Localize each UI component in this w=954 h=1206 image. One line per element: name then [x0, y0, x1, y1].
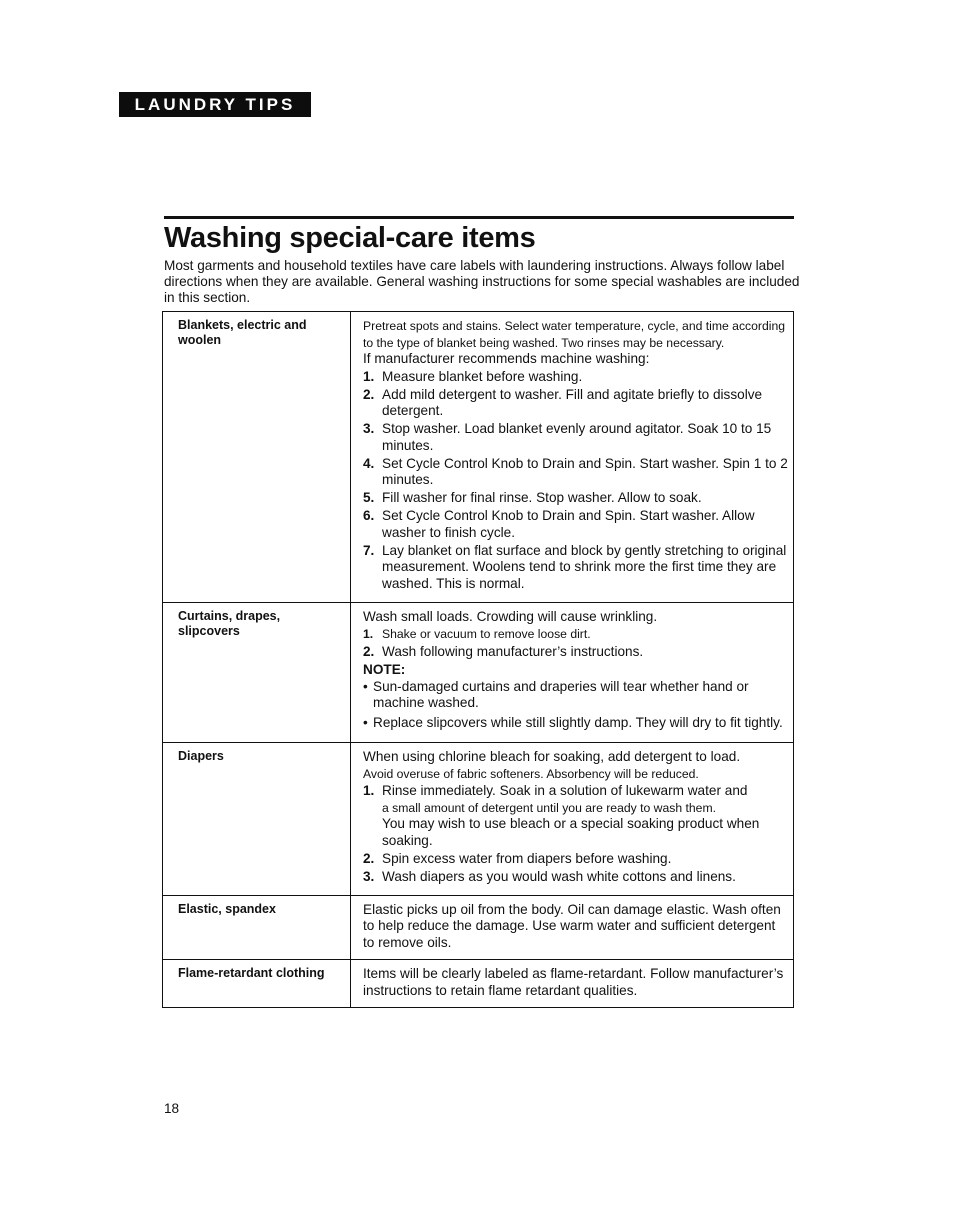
step-item	[363, 508, 789, 541]
section-tag: LAUNDRY TIPS	[119, 92, 311, 117]
instructions-cell	[351, 895, 794, 960]
step-number: 1.	[363, 783, 375, 798]
step-item	[363, 644, 789, 661]
step-text: Measure blanket before washing.	[382, 368, 583, 384]
step-number: 1.	[363, 368, 375, 384]
instructions-cell	[351, 743, 794, 896]
table-row-flame-retardant	[163, 960, 794, 1008]
step-item	[363, 421, 789, 454]
instruction-lead: Wash small loads. Crowding will cause wrinkling.	[363, 608, 658, 624]
table-row-blankets	[163, 312, 794, 603]
instruction-lead: Elastic picks up oil from the body. Oil can damage elastic. Wash often to help reduce the damage. Use warm water and sufficient detergent to remove oils.	[363, 901, 781, 950]
instruction-lead-2: Avoid overuse of fabric softeners. Absorbency will be reduced.	[363, 766, 699, 781]
step-list	[363, 369, 789, 593]
step-item	[363, 490, 789, 507]
item-label: Blankets, electric and woolen	[163, 312, 351, 603]
instruction-lead: Items will be clearly labeled as flame-retardant. Follow manufacturer’s instructions to retain flame retardant qualities.	[363, 966, 784, 998]
step-number: 7.	[363, 542, 375, 558]
table-row-curtains	[163, 602, 794, 743]
step-number: 6.	[363, 508, 375, 523]
step-text: Set Cycle Control Knob to Drain and Spin. Start washer. Allow washer to finish cycle.	[382, 508, 755, 540]
step-text: Wash diapers as you would wash white cottons and linens.	[382, 868, 736, 884]
step-text: Set Cycle Control Knob to Drain and Spin. Start washer. Spin 1 to 2 minutes.	[382, 455, 788, 487]
step-text: Add mild detergent to washer. Fill and agitate briefly to dissolve detergent.	[382, 386, 763, 418]
step-item	[363, 387, 789, 420]
step-item	[363, 626, 789, 643]
note-item: • Replace slipcovers while still slightly damp. They will dry to fit tightly.	[363, 715, 789, 732]
item-label: Elastic, spandex	[163, 895, 351, 960]
step-text: a small amount of detergent until you are ready to wash them.	[382, 800, 716, 815]
step-text: You may wish to use bleach or a special soaking product when soaking.	[382, 816, 760, 848]
step-number: 2.	[363, 386, 375, 402]
step-text: Lay blanket on flat surface and block by gently stretching to original measurement. Woolens tend to shrink more the first time they are washed. This is normal.	[382, 542, 787, 591]
step-text: Fill washer for final rinse. Stop washer. Allow to soak.	[382, 490, 702, 505]
step-item	[363, 783, 789, 849]
step-text: Rinse immediately. Soak in a solution of lukewarm water and	[382, 783, 748, 798]
note-label: NOTE:	[363, 662, 406, 677]
instruction-lead: Pretreat spots and stains. Select water temperature, cycle, and time according to the type of blanket being washed. Two rinses may be necessary.	[363, 319, 786, 350]
item-label: Flame-retardant clothing	[163, 960, 351, 1008]
note-list	[363, 679, 789, 732]
step-list	[363, 626, 789, 661]
step-item	[363, 369, 789, 386]
step-number: 3.	[363, 421, 375, 436]
instruction-lead: When using chlorine bleach for soaking, add detergent to load.	[363, 749, 741, 764]
title-rule	[164, 216, 794, 219]
step-item	[363, 543, 789, 593]
step-item	[363, 869, 789, 886]
page-title: Washing special-care items	[164, 222, 536, 254]
step-text: Wash following manufacturer’s instructions.	[382, 644, 644, 659]
step-number: 3.	[363, 868, 375, 884]
table-row-elastic	[163, 895, 794, 960]
table-row-diapers	[163, 743, 794, 896]
step-item	[363, 456, 789, 489]
step-text: Shake or vacuum to remove loose dirt.	[382, 627, 591, 641]
note-item: • Sun-damaged curtains and draperies will tear whether hand or machine washed.	[363, 679, 789, 712]
instructions-cell	[351, 960, 794, 1008]
step-number: 2.	[363, 850, 375, 866]
step-list	[363, 783, 789, 885]
step-item	[363, 851, 789, 868]
step-text: Spin excess water from diapers before washing.	[382, 850, 672, 866]
instruction-lead-2: If manufacturer recommends machine washing:	[363, 351, 650, 366]
instructions-cell	[351, 312, 794, 603]
step-number: 4.	[363, 455, 375, 471]
item-label: Diapers	[163, 743, 351, 896]
step-text: Stop washer. Load blanket evenly around agitator. Soak 10 to 15 minutes.	[382, 421, 772, 453]
care-table	[162, 311, 794, 1008]
step-number: 5.	[363, 490, 375, 505]
page-number: 18	[164, 1101, 180, 1116]
step-number: 1.	[363, 627, 374, 641]
instructions-cell	[351, 602, 794, 743]
intro-paragraph: Most garments and household textiles have care labels with laundering instructions. Always follow label directions when they are available. General washing instructions for some special washables are included in this section.	[164, 258, 800, 305]
step-number: 2.	[363, 644, 375, 659]
item-label: Curtains, drapes, slipcovers	[163, 602, 351, 743]
